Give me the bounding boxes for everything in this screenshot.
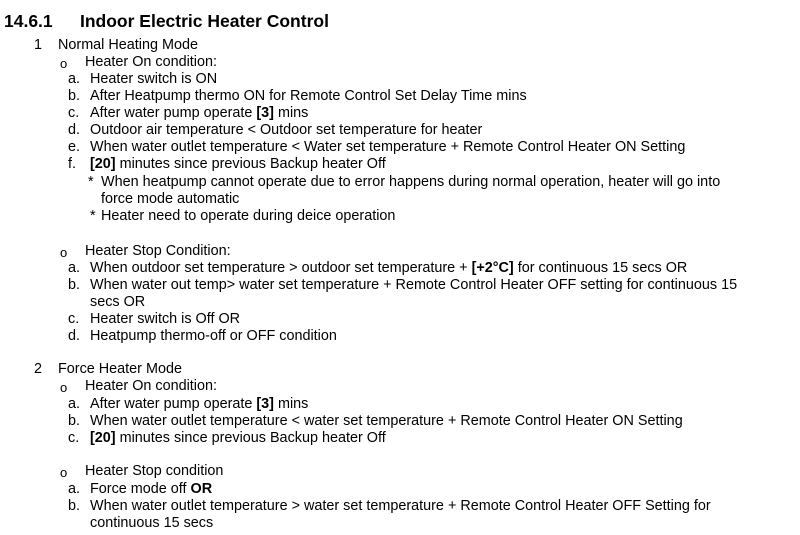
item-text: When outdoor set temperature > outdoor set temperature + [+2°C] for continuous 15 secs OR (90, 260, 688, 276)
mode-title: Force Heater Mode (58, 361, 182, 377)
section-title: Indoor Electric Heater Control (80, 11, 329, 31)
item-letter: c. (68, 311, 80, 327)
item-text-continued: continuous 15 secs (90, 515, 214, 531)
item-text: When water outlet temperature < Water set temperature + Remote Control Heater ON Setting (90, 139, 686, 155)
item-letter: d. (68, 122, 81, 138)
item-letter: e. (68, 139, 81, 155)
mode-number: 2 (34, 361, 43, 377)
item-text: After water pump operate [3] mins (90, 396, 309, 412)
group-title: Heater Stop Condition: (85, 243, 231, 259)
item-text: [20] minutes since previous Backup heater Off (90, 156, 386, 172)
item-letter: b. (68, 498, 81, 514)
item-letter: b. (68, 413, 81, 429)
group-title: Heater On condition: (85, 54, 217, 70)
bullet-icon: o (60, 380, 68, 395)
item-text: When water outlet temperature < water set temperature + Remote Control Heater ON Setting (90, 413, 683, 429)
item-text: Outdoor air temperature < Outdoor set temperature for heater (90, 122, 483, 138)
item-letter: a. (68, 481, 81, 497)
item-letter: d. (68, 328, 81, 344)
item-text: Heater switch is Off OR (90, 311, 241, 327)
item-letter: b. (68, 277, 81, 293)
item-letter: c. (68, 105, 80, 121)
item-letter: a. (68, 71, 81, 87)
note-text: When heatpump cannot operate due to error happens during normal operation, heater will go into (101, 174, 721, 190)
item-text: When water outlet temperature > water set temperature + Remote Control Heater OFF Setting for (90, 498, 711, 514)
item-letter: f. (68, 156, 76, 172)
bullet-icon: o (60, 56, 68, 71)
item-text: Heatpump thermo-off or OFF condition (90, 328, 337, 344)
item-text: After water pump operate [3] mins (90, 105, 309, 121)
section-number: 14.6.1 (4, 11, 53, 31)
group-title: Heater Stop condition (85, 463, 224, 479)
mode-title: Normal Heating Mode (58, 37, 198, 53)
item-text-continued: secs OR (90, 294, 146, 310)
item-letter: a. (68, 396, 81, 412)
group-title: Heater On condition: (85, 378, 217, 394)
item-letter: b. (68, 88, 81, 104)
bullet-icon: o (60, 465, 68, 480)
note-mark: * (90, 208, 96, 224)
item-text: Heater switch is ON (90, 71, 218, 87)
note-text: Heater need to operate during deice operation (101, 208, 396, 224)
item-text: Force mode off OR (90, 481, 213, 497)
note-mark: * (88, 174, 94, 190)
item-letter: a. (68, 260, 81, 276)
item-letter: c. (68, 430, 80, 446)
bullet-icon: o (60, 245, 68, 260)
item-text: [20] minutes since previous Backup heater Off (90, 430, 386, 446)
item-text: After Heatpump thermo ON for Remote Control Set Delay Time mins (90, 88, 527, 104)
mode-number: 1 (34, 37, 43, 53)
item-text: When water out temp> water set temperature + Remote Control Heater OFF setting for continuous 15 (90, 277, 738, 293)
note-text: force mode automatic (101, 191, 240, 207)
